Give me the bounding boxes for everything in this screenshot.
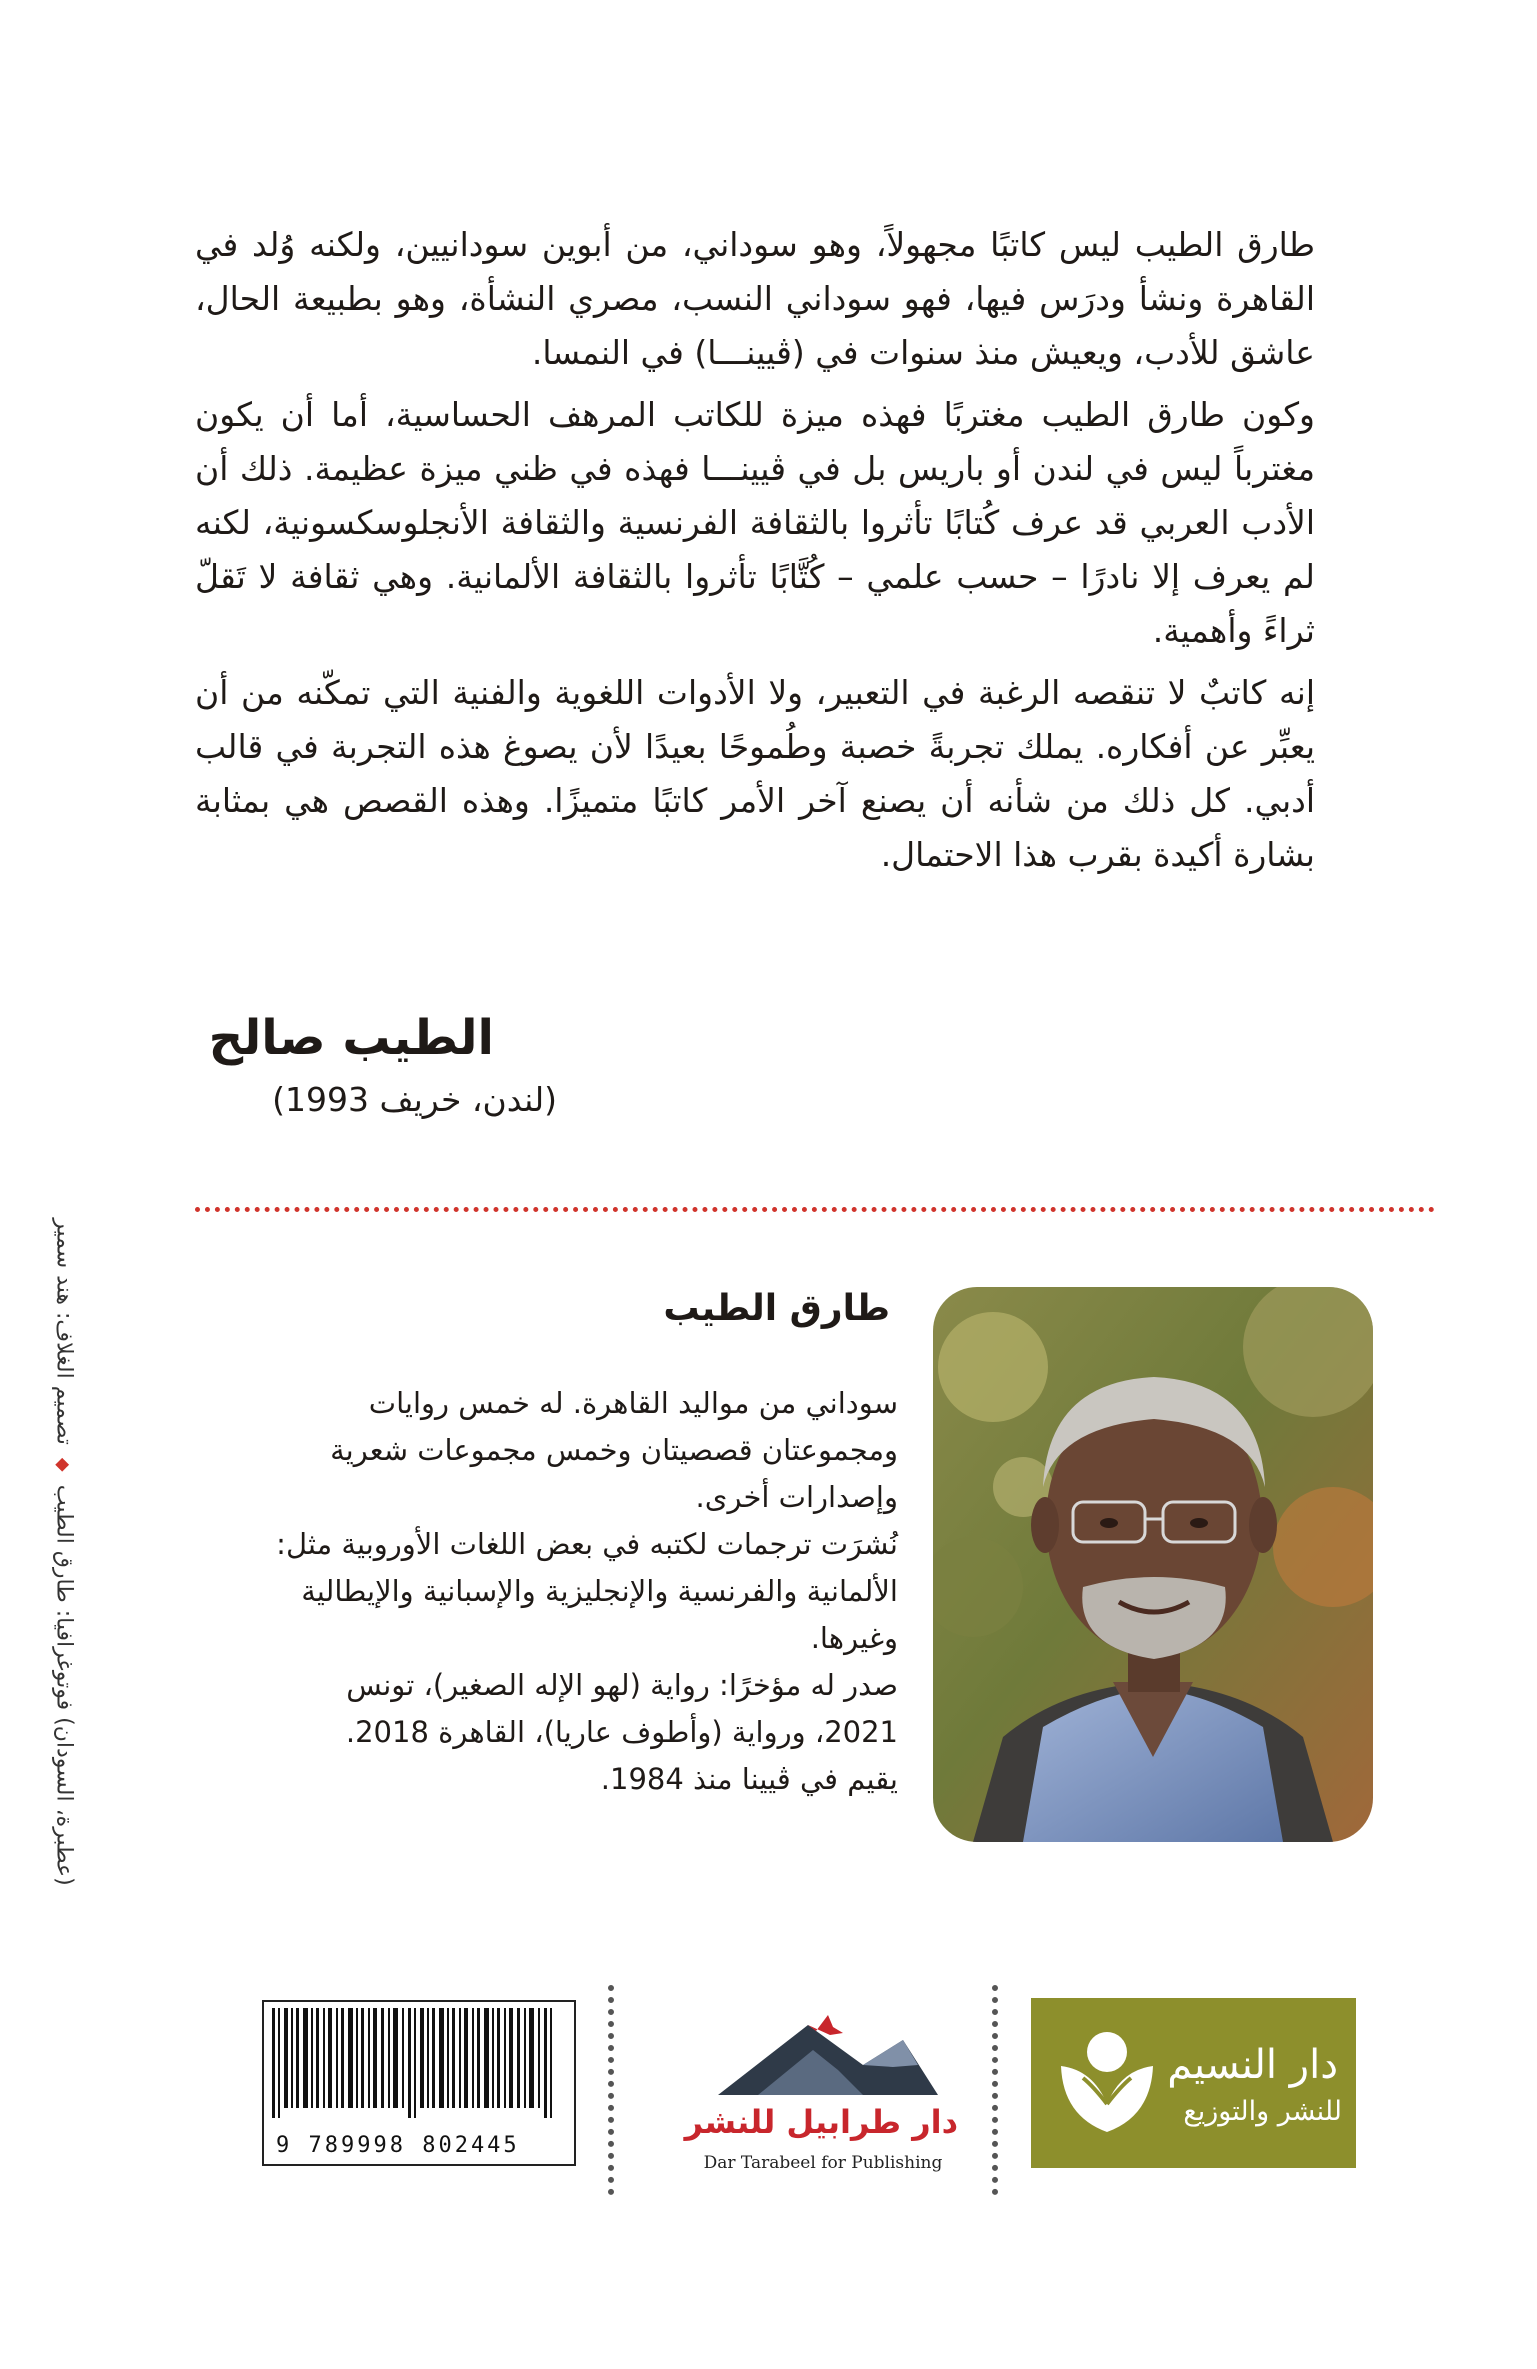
diamond-icon: ◆ [52, 1457, 74, 1472]
intro-paragraph: طارق الطيب ليس كاتبًا مجهولاً، وهو سوداني، من أبوين سودانيين، ولكنه وُلد في القاهرة ونشأ ودرَس فيها، فهو سوداني النسب، مصري النشأة، وهو بطبيعة الحال، عاشق للأدب، ويعيش منذ سنوات في (ڤيينـــا) في النمسا. [195, 225, 1315, 372]
author-name: طارق الطيب [663, 1288, 890, 1329]
dotted-separator [992, 1985, 998, 2195]
tarabeel-arabic: دار طرابيل للنشر [684, 2103, 958, 2141]
side-credit [44, 1217, 84, 1887]
books-mountain-icon [688, 1995, 958, 2105]
author-photo [933, 1287, 1373, 1842]
dotted-separator [608, 1985, 614, 2195]
naseem-logo [1031, 1998, 1356, 2168]
naseem-subtitle: للنشر والتوزيع [1183, 2096, 1342, 2127]
bio-paragraph: نُشرَت ترجمات لكتبه في بعض اللغات الأوروبية مثل: الألمانية والفرنسية والإنجليزية والإسبانية والإيطالية وغيرها. [276, 1527, 898, 1655]
intro-paragraph: وكون طارق الطيب مغتربًا فهذه ميزة للكاتب المرهف الحساسية، أما أن يكون مغترباً ليس في لندن أو باريس بل في ڤيينـــا فهذه في ظني ميزة عظيمة. ذلك أن الأدب العربي قد عرف كُتابًا تأثروا بالثقافة الفرنسية والثقافة الأنجلوسكسونية، لكنه لم يعرف إلا نادرًا – حسب علمي – كُتَّابًا تأثروا بالثقافة الألمانية. وهي ثقافة لا تَقلّ ثراءً وأهمية. [195, 395, 1315, 650]
signature-place-date: (لندن، خريف 1993) [272, 1080, 557, 1119]
photo-credit: (عطبرة، السودان) فوتوغرافيا: طارق الطيب [51, 1484, 77, 1886]
bio-paragraph: صدر له مؤخرًا: رواية (لهو الإله الصغير)، تونس 2021، ورواية (وأطوف عاريا)، القاهرة 2018. [345, 1668, 898, 1749]
isbn-number: 9 789998 802445 [276, 2133, 520, 2158]
naseem-title: دار النسيم [1167, 2042, 1338, 2088]
author-bio [268, 1380, 898, 1803]
leaf-flower-icon [1053, 2026, 1161, 2138]
dotted-divider [195, 1207, 1435, 1212]
intro-paragraph: إنه كاتبٌ لا تنقصه الرغبة في التعبير، ولا الأدوات اللغوية والفنية التي تمكّنه من أن يعبِّر عن أفكاره. يملك تجربةً خصبة وطُموحًا بعيدًا لأن يصوغ هذه التجربة في قالب أدبي. كل ذلك من شأنه أن يصنع آخر الأمر كاتبًا متميزًا. وهذه القصص هي بمثابة بشارة أكيدة بقرب هذا الاحتمال. [195, 673, 1315, 874]
signature-name: الطيب صالح [208, 1010, 494, 1066]
bio-paragraph: سوداني من مواليد القاهرة. له خمس روايات ومجموعتان قصصيتان وخمس مجموعات شعرية وإصدارات أخرى. [330, 1386, 898, 1514]
tarabeel-logo [684, 1995, 958, 2185]
bio-paragraph: يقيم في ڤيينا منذ 1984. [600, 1762, 898, 1796]
intro-text [195, 218, 1315, 890]
barcode [262, 2000, 576, 2166]
design-credit: تصميم الغلاف: هند سمير [51, 1218, 77, 1445]
tarabeel-english: Dar Tarabeel for Publishing [703, 2153, 943, 2173]
